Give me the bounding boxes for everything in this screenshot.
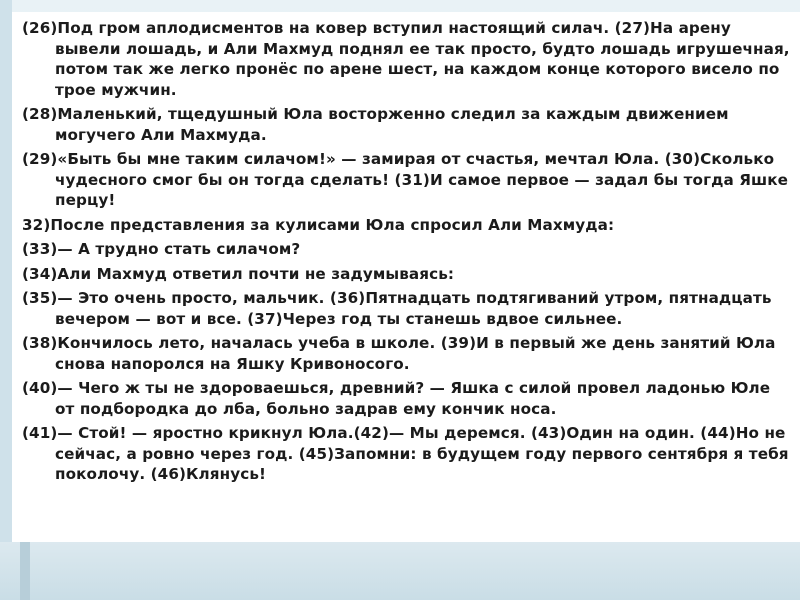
paragraph-33: (33)— А трудно стать силачом? bbox=[22, 240, 301, 258]
left-decorative-stripe bbox=[0, 0, 12, 600]
text-panel bbox=[12, 12, 800, 542]
paragraph-32: 32)После представления за кулисами Юла спросил Али Махмуда: bbox=[22, 215, 615, 234]
paragraph-34: (34)Али Махмуд ответил почти не задумываясь: bbox=[22, 264, 455, 283]
paragraph-28: (28)Маленький, тщедушный Юла восторженно следил за каждым движением могучего Али Махмуда. bbox=[22, 105, 729, 144]
paragraph-26-27: (26)Под гром аплодисментов на ковер вступил настоящий силач. (27)На арену вывели лошадь, и Али Махмуд поднял ее так просто, будто лошадь игрушечная, потом так же легко пронёс по арене шест, на каждом конце которого висело по трое мужчин. bbox=[22, 19, 790, 99]
paragraph-40: (40)— Чего ж ты не здороваешься, древний? — Яшка с силой провел ладонью Юле от подбородка до лба, больно задрав ему кончик носа. bbox=[22, 379, 771, 418]
paragraph-29-31: (29)«Быть бы мне таким силачом!» — замирая от счастья, мечтал Юла. (30)Сколько чудесного смог бы он тогда сделать! (31)И самое первое — задал бы тогда Яшке перцу! bbox=[22, 150, 789, 209]
paragraph-35-37: (35)— Это очень просто, мальчик. (36)Пятнадцать подтягиваний утром, пятнадцать вечером — вот и все. (37)Через год ты станешь вдвое сильнее. bbox=[22, 289, 772, 328]
paragraph-38-39: (38)Кончилось лето, началась учеба в школе. (39)И в первый же день занятий Юла снова напоролся на Яшку Кривоносого. bbox=[22, 334, 776, 373]
bottom-decorative-band bbox=[0, 542, 800, 600]
bottom-accent-bar bbox=[20, 542, 30, 600]
paragraph-41-46: (41)— Стой! — яростно крикнул Юла.(42)— Мы деремся. (43)Один на один. (44)Но не сейчас, а ровно через год. (45)Запомни: в будущем году первого сентября я тебя поколочу. (46)Клянусь! bbox=[22, 424, 789, 483]
